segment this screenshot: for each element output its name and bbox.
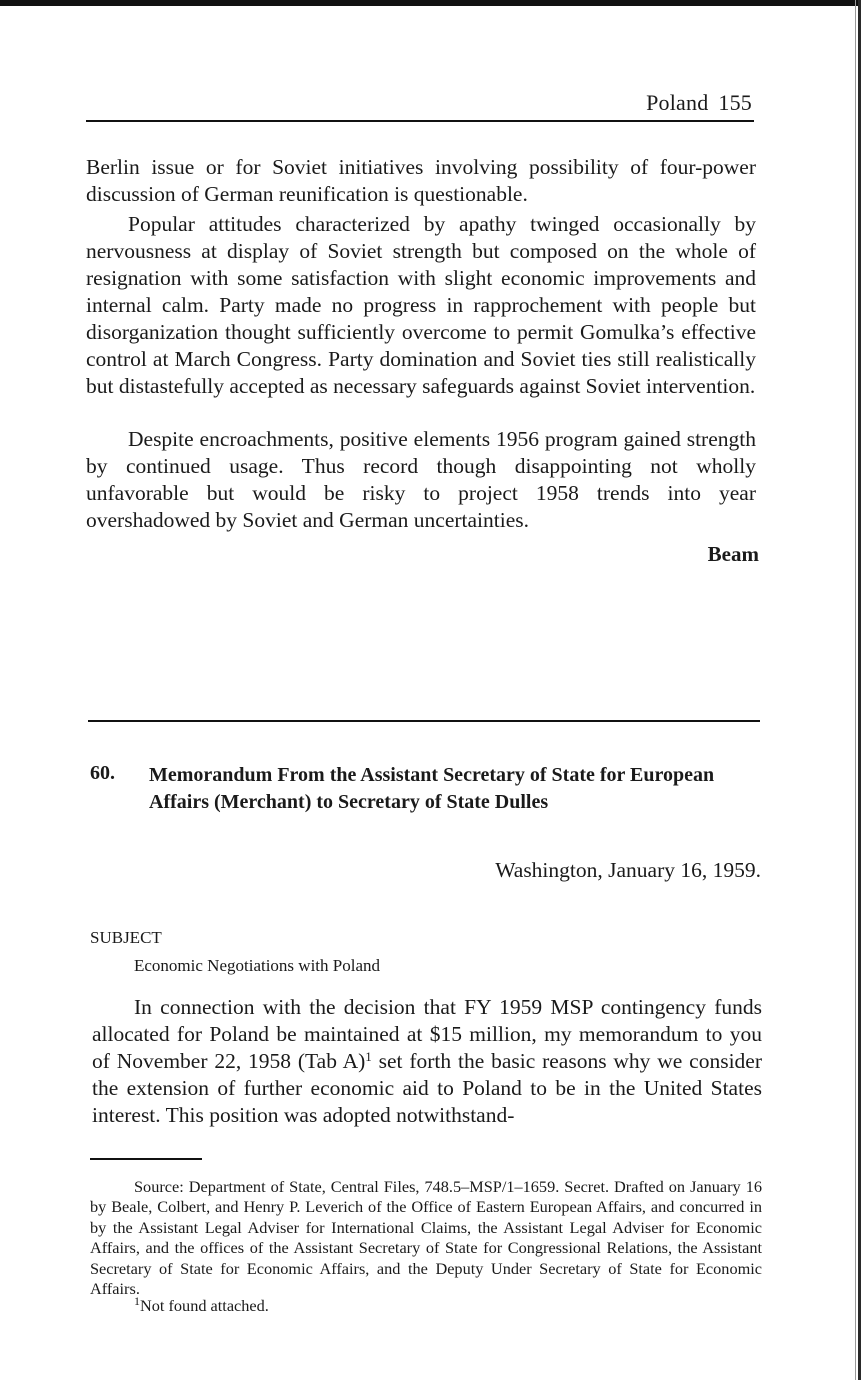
source-note-text: Source: Department of State, Central Files, 748.5–MSP/1–1659. Secret. Drafted on January 16 by Beale, Colbert, and Henry P. Leverich of the Office of Eastern European Affairs, and concurred in by the Assistant Legal Adviser for International Claims, the Assistant Legal Adviser for Economic Affairs, and the offices of the Assistant Secretary of State for Congressional Relations, the Assistant Secretary of State for Economic Affairs, and the Deputy Under Secretary of State for Economic Affairs. <box>90 1177 762 1299</box>
section-divider <box>88 720 760 722</box>
footnote-text: Not found attached. <box>140 1296 269 1315</box>
running-head-section: Poland <box>646 90 709 115</box>
paragraph-text: Berlin issue or for Soviet initiatives involving possibility of four-power discussion of German reunification is questionable. <box>86 155 756 206</box>
paragraph-encroachments <box>86 426 756 534</box>
document-title: Memorandum From the Assistant Secretary of State for European Affairs (Merchant) to Secretary of State Dulles <box>149 764 715 813</box>
scan-border-right-inner <box>855 0 856 1380</box>
footnote-reference: 1 <box>365 1049 372 1064</box>
page-number: 155 <box>718 90 752 115</box>
subject-label: SUBJECT <box>90 928 162 947</box>
footnote-rule <box>90 1158 202 1160</box>
memo-body-paragraph <box>92 994 762 1129</box>
paragraph-text: Despite encroachments, positive elements 1956 program gained strength by continued usage. Thus record though disappointing not wholly unfavorable but would be risky to project 1958 trends into year overshadowed by Soviet and German uncertainties. <box>86 427 756 532</box>
source-footnote <box>90 1177 762 1299</box>
signature: Beam <box>707 542 759 566</box>
scan-border-top <box>0 0 861 6</box>
paragraph-popular-attitudes <box>86 211 756 400</box>
document-number: 60. <box>90 762 115 784</box>
paragraph-continuation <box>86 154 756 208</box>
subject-value: Economic Negotiations with Poland <box>134 956 380 975</box>
footnote-1 <box>134 1296 269 1316</box>
paragraph-text: Popular attitudes characterized by apathy twinged occasionally by nervousness at display of Soviet strength but composed on the whole of resignation with some satisfaction with slight economic improvements and internal calm. Party made no progress in rapprochement with people but disorganization thought sufficiently overcome to permit Gomulka’s effective control at March Congress. Party domination and Soviet ties still realistically but distastefully accepted as necessary safeguards against Soviet intervention. <box>86 212 756 398</box>
memo-body-text <box>92 994 762 1129</box>
dateline: Washington, January 16, 1959. <box>495 858 761 882</box>
memo-body-before-note: In connection with the decision that FY 1959 MSP contingency funds allocated for Poland be maintained at $15 million, my memorandum to you of November 22, 1958 (Tab A) <box>92 995 762 1073</box>
running-head-text <box>646 90 752 116</box>
running-head <box>86 88 754 122</box>
memo-body-after-note: set forth the basic reasons why we consider the extension of further economic aid to Poland to be in the United States interest. This position was adopted notwithstand- <box>92 1049 762 1127</box>
footnote-marker: 1 <box>134 1294 140 1308</box>
